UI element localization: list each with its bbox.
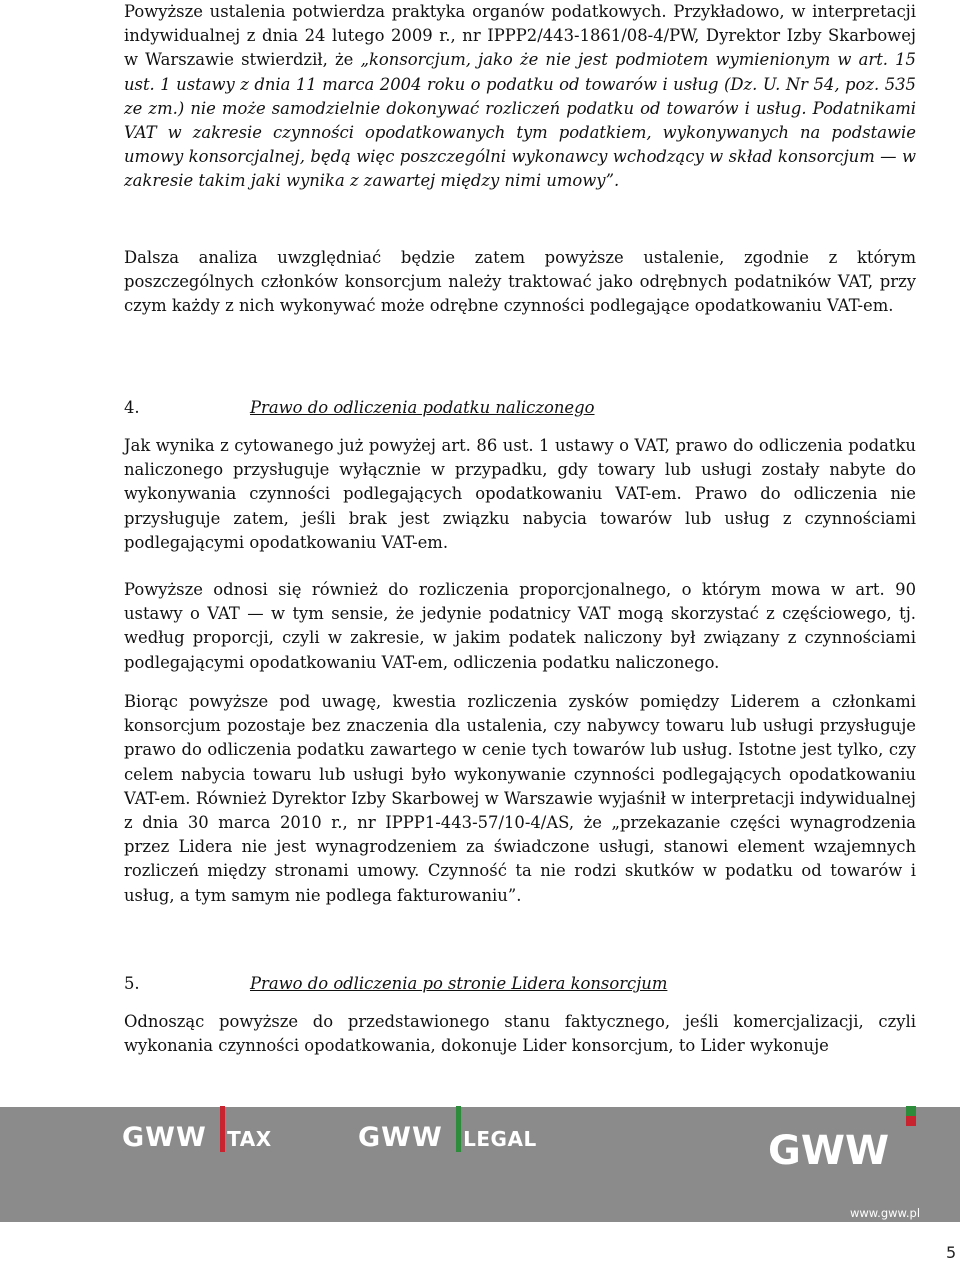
- logo-text: GWW: [122, 1122, 207, 1153]
- logo-subtext: LEGAL: [463, 1127, 537, 1151]
- page-number: 5: [946, 1243, 957, 1262]
- logo-subtext: TAX: [227, 1127, 272, 1151]
- logo-text: GWW: [358, 1122, 443, 1153]
- paragraph-profit-settlement: Biorąc powyższe pod uwagę, kwestia rozliczenia zysków pomiędzy Liderem a członkami konsorcjum pozostaje bez znaczenia dla ustalenia, czy nabywcy towaru lub usługi przysługuje prawo do odliczenia podatku zawartego w cenie tych towarów lub usług. Istotne jest tylko, czy celem nabycia towaru lub usługi było wykonywanie czynności podlegających opodatkowaniu VAT-em. Również Dyrektor Izby Skarbowej w Warszawie wyjaśnił w interpretacji indywidualnej z dnia 30 marca 2010 r., nr IPPP1-443-57/10-4/AS, że „przekazanie części wynagrodzenia przez Lidera nie jest wynagrodzeniem za świadczone usługi, stanowi element wzajemnych rozliczeń między stronami umowy. Czynność ta nie rodzi skutków w podatku od towarów i usług, a tym samym nie podlega fakturowaniu”.: [124, 692, 916, 905]
- quoted-text: „konsorcjum, jako że nie jest podmiotem wymienionym w art. 15 ust. 1 ustawy z dnia 11 marca 2004 roku o podatku od towarów i usług (Dz. U. Nr 54, poz. 535 ze zm.) nie może samodzielnie dokonywać rozliczeń podatku od towarów i usług. Podatnikami VAT w zakresie czynności opodatkowanych tym podatkiem, wykonywanych na podstawie umowy konsorcjalnej, będą więc poszczególni wykonawcy wchodzący w skład konsorcjum — w zakresie takim jaki wynika z zawartej między nimi umowy”.: [124, 50, 916, 191]
- paragraph-deduction-right: Jak wynika z cytowanego już powyżej art. 86 ust. 1 ustawy o VAT, prawo do odliczenia podatku naliczonego przysługuje wyłącznie w przypadku, gdy towary lub usługi zostały nabyte do wykonywania czynności podlegających opodatkowaniu VAT-em. Prawo do odliczenia nie przysługuje zatem, jeśli brak jest związku nabycia towarów lub usług z czynnościami podlegającymi opodatkowaniu VAT-em.: [124, 436, 916, 552]
- paragraph-interpretation-quote: [124, 0, 916, 194]
- gww-tax-logo: [122, 1122, 272, 1153]
- section-number: 5.: [124, 974, 140, 993]
- paragraph-proportional: Powyższe odnosi się również do rozliczenia proporcjonalnego, o którym mowa w art. 90 ustawy o VAT — w tym sensie, że jedynie podatnicy VAT mogą skorzystać z częściowego, tj. według proporcji, czyli w zakresie, w jakim podatek naliczony był związany z czynnościami podlegającymi opodatkowaniu VAT-em, odliczenia podatku naliczonego.: [124, 580, 916, 672]
- section-heading-5: [124, 972, 916, 996]
- paragraph-further-analysis: Dalsza analiza uwzględniać będzie zatem powyższe ustalenie, zgodnie z którym poszczególnych członków konsorcjum należy traktować jako odrębnych podatników VAT, przy czym każdy z nich wykonywać może odrębne czynności podlegające opodatkowaniu VAT-em.: [124, 248, 916, 316]
- section-number: 4.: [124, 398, 140, 417]
- gww-logo-mark: [906, 1106, 916, 1126]
- paragraph-text: Powyższe ustalenia potwierdza praktyka organów podatkowych. Przykładowo, w interpretacji indywidualnej z dnia 24 lutego 2009 r., nr IPPP2/443-1861/08-4/PW, Dyrektor Izby Skarbowej w Warszawie stwierdził, że: [124, 2, 916, 70]
- section-title: Prawo do odliczenia po stronie Lidera konsorcjum: [250, 974, 668, 993]
- footer-url: www.gww.pl: [850, 1206, 921, 1220]
- section-title: Prawo do odliczenia podatku naliczonego: [250, 398, 595, 417]
- paragraph-leader-side: Odnosząc powyższe do przedstawionego stanu faktycznego, jeśli komercjalizacji, czyli wykonania czynności opodatkowania, dokonuje Lider konsorcjum, to Lider wykonuje: [124, 1012, 916, 1056]
- gww-legal-logo: [358, 1122, 537, 1153]
- mark-red-square: [906, 1116, 916, 1126]
- section-heading-4: [124, 396, 916, 420]
- mark-green-square: [906, 1106, 916, 1116]
- gww-main-logo: GWW: [768, 1128, 890, 1174]
